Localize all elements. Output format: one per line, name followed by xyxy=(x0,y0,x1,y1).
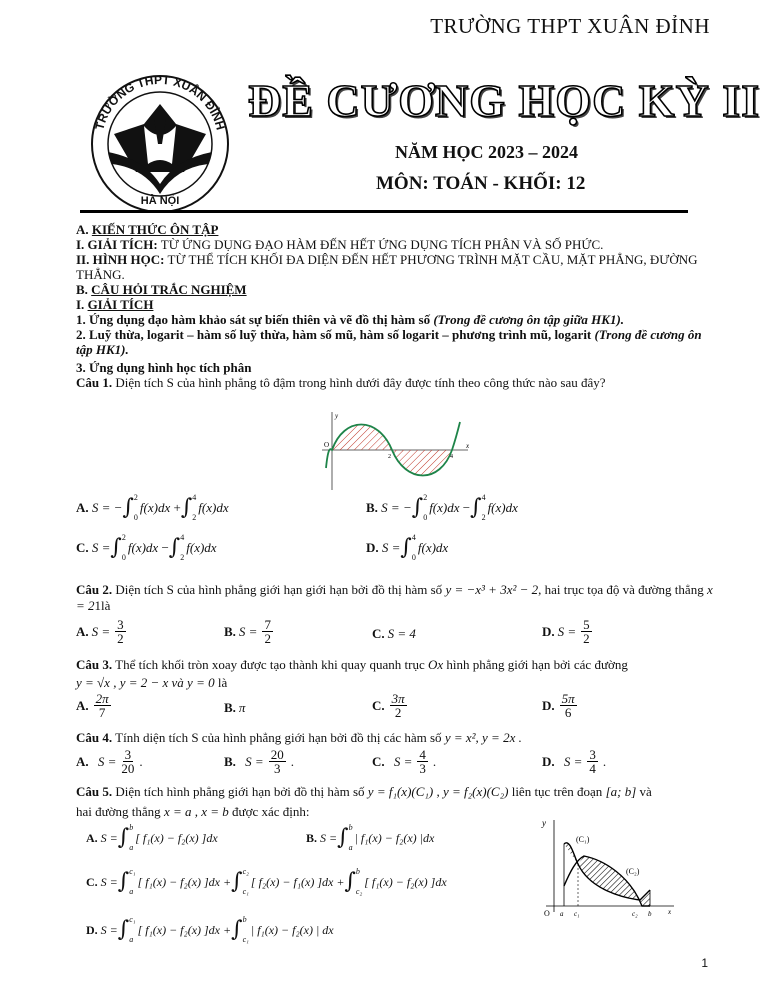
q3-option-a[interactable]: A. $\frac{2\pi}{7}$ xyxy=(76,691,109,720)
fig2-y-label: y xyxy=(542,818,546,828)
topic-1: 1. Ứng dụng đạo hàm khảo sát sự biến thiên và vẽ đồ thị hàm số (Trong đề cương ôn tập giữa HK1). xyxy=(76,312,625,327)
school-logo xyxy=(84,64,236,212)
section-b-i: I. GIẢI TÍCH xyxy=(76,297,154,312)
q1-option-a[interactable]: A. S = − ∫ 2 0 f(x)dx + ∫ 4 2 f(x)dx xyxy=(76,493,229,522)
question-1-figure xyxy=(318,408,474,492)
school-year: NĂM HỌC 2023 – 2024 xyxy=(395,142,578,162)
question-5-options xyxy=(86,824,526,954)
q5-option-c[interactable]: C. S = ∫ c₁ a [ f₁(x) − f₂(x) ]dx + ∫ c₂ c₁ [ f₂(x) − f₁(x) ]dx + ∫ b c₂ [ f₁(x) − f₂(x) ]dx xyxy=(86,867,447,896)
q5-option-a[interactable]: A. S = ∫ b a [ f₁(x) − f₂(x) ]dx xyxy=(86,823,218,852)
q4-option-a[interactable]: A. S = $\frac{3}{20}$ . xyxy=(76,747,143,776)
question-2-options xyxy=(76,618,716,652)
q5-option-b[interactable]: B. S = ∫ b a | f₁(x) − f₂(x) |dx xyxy=(306,823,435,852)
fig1-x-label: x xyxy=(466,442,470,450)
question-5-figure xyxy=(534,816,680,922)
fig2-origin: O xyxy=(544,909,550,918)
fig2-b: b xyxy=(648,910,652,918)
header-divider xyxy=(80,210,688,213)
q3-option-c[interactable]: C. $\frac{3\pi}{2}$ xyxy=(372,691,405,720)
section-a-ii: II. HÌNH HỌC: TỪ THỂ TÍCH KHỐI ĐA DIỆN ĐẾN HẾT PHƯƠNG TRÌNH MẶT CẦU, MẶT PHẲNG, ĐƯỜNG THẲNG. xyxy=(76,252,698,282)
document-body xyxy=(76,222,716,390)
subject-grade: MÔN: TOÁN - KHỐI: 12 xyxy=(376,173,586,194)
q1-option-b[interactable]: B. S = − ∫ 2 0 f(x)dx − ∫ 4 2 f(x)dx xyxy=(366,493,518,522)
fig2-c1: c₁ xyxy=(574,910,580,918)
section-b: B. CÂU HỎI TRẮC NGHIỆM xyxy=(76,282,247,297)
fig2-c2-label: (C₂) xyxy=(626,867,640,876)
q2-option-d[interactable]: D. S = $\frac{5}{2}$ xyxy=(542,617,590,646)
q3-option-b[interactable]: B. π xyxy=(224,700,246,715)
fig2-a: a xyxy=(560,910,564,918)
logo-bottom-text: HÀ NỘI xyxy=(140,195,180,207)
q4-option-c[interactable]: C. S = $\frac{4}{3}$ . xyxy=(372,747,437,776)
q1-option-c[interactable]: C. S = ∫ 2 0 f(x)dx − ∫ 4 2 f(x)dx xyxy=(76,533,217,562)
q2-option-c[interactable]: C. S = 4 xyxy=(372,626,416,641)
fig2-x: x xyxy=(668,908,672,916)
question-4-options xyxy=(76,748,716,782)
fig1-origin: O xyxy=(324,441,330,449)
document-title: ĐỀ CƯƠNG HỌC KỲ II xyxy=(248,75,761,126)
question-2: Câu 2. Diện tích S của hình phẳng giới hạn giới hạn bởi đồ thị hàm số y = −x³ + 3x² − 2, hai trục tọa độ và đường thẳng x = 21là xyxy=(76,582,713,613)
q1-option-d[interactable]: D. S = ∫ 4 0 f(x)dx xyxy=(366,533,449,562)
question-1: Câu 1. Diện tích S của hình phẳng tô đậm trong hình dưới đây được tính theo công thức nào sau đây? xyxy=(76,375,606,390)
fig1-y-label: y xyxy=(335,412,339,420)
question-3: Câu 3. Thể tích khối tròn xoay được tạo thành khi quay quanh trục Ox hình phẳng giới hạn bởi các đường y = √x , y = 2 − x và y = 0 là xyxy=(76,657,628,690)
q4-option-d[interactable]: D. S = $\frac{3}{4}$ . xyxy=(542,747,607,776)
q5-option-d[interactable]: D. S = ∫ c₁ a [ f₁(x) − f₂(x) ]dx + ∫ b c₁ | f₁(x) − f₂(x) | dx xyxy=(86,915,334,944)
fig2-c1-label: (C₁) xyxy=(576,835,590,844)
q2-option-a[interactable]: A. S = $\frac{3}{2}$ xyxy=(76,617,124,646)
topic-2: 2. Luỹ thừa, logarit – hàm số luỹ thừa, hàm số mũ, hàm số logarit – phương trình mũ, logarit (Trong đề cương ôn tập HK1). xyxy=(76,327,702,357)
topic-3: 3. Ứng dụng hình học tích phân xyxy=(76,360,252,375)
section-a: A. KIẾN THỨC ÔN TẬP xyxy=(76,222,219,237)
school-name: TRƯỜNG THPT XUÂN ĐỈNH xyxy=(430,14,710,38)
logo-top-text: TRƯỜNG THPT XUÂN ĐỈNH xyxy=(92,72,228,132)
fig2-c2: c₂ xyxy=(632,910,638,918)
q3-option-d[interactable]: D. $\frac{5\pi}{6}$ xyxy=(542,691,575,720)
page-number: 1 xyxy=(701,956,708,970)
question-5: Câu 5. Diện tích hình phẳng giới hạn bởi đồ thị hàm số y = f₁(x)(C₁) , y = f₂(x)(C₂) liên tục trên đoạn [a; b] và hai đường thẳng x = a , x = b được xác định: xyxy=(76,784,652,819)
q4-option-b[interactable]: B. S = $\frac{20}{3}$ . xyxy=(224,747,294,776)
q2-option-b[interactable]: B. S = $\frac{7}{2}$ xyxy=(224,617,271,646)
question-3-options xyxy=(76,692,716,726)
fig1-tick-2: 2 xyxy=(388,454,391,460)
section-a-i: I. GIẢI TÍCH: TỪ ỨNG DỤNG ĐẠO HÀM ĐẾN HẾT ỨNG DỤNG TÍCH PHÂN VÀ SỐ PHỨC. xyxy=(76,237,604,252)
fig1-tick-4: 4 xyxy=(450,454,453,460)
question-4: Câu 4. Tính diện tích S của hình phẳng giới hạn bởi đồ thị các hàm số y = x², y = 2x . xyxy=(76,730,522,745)
